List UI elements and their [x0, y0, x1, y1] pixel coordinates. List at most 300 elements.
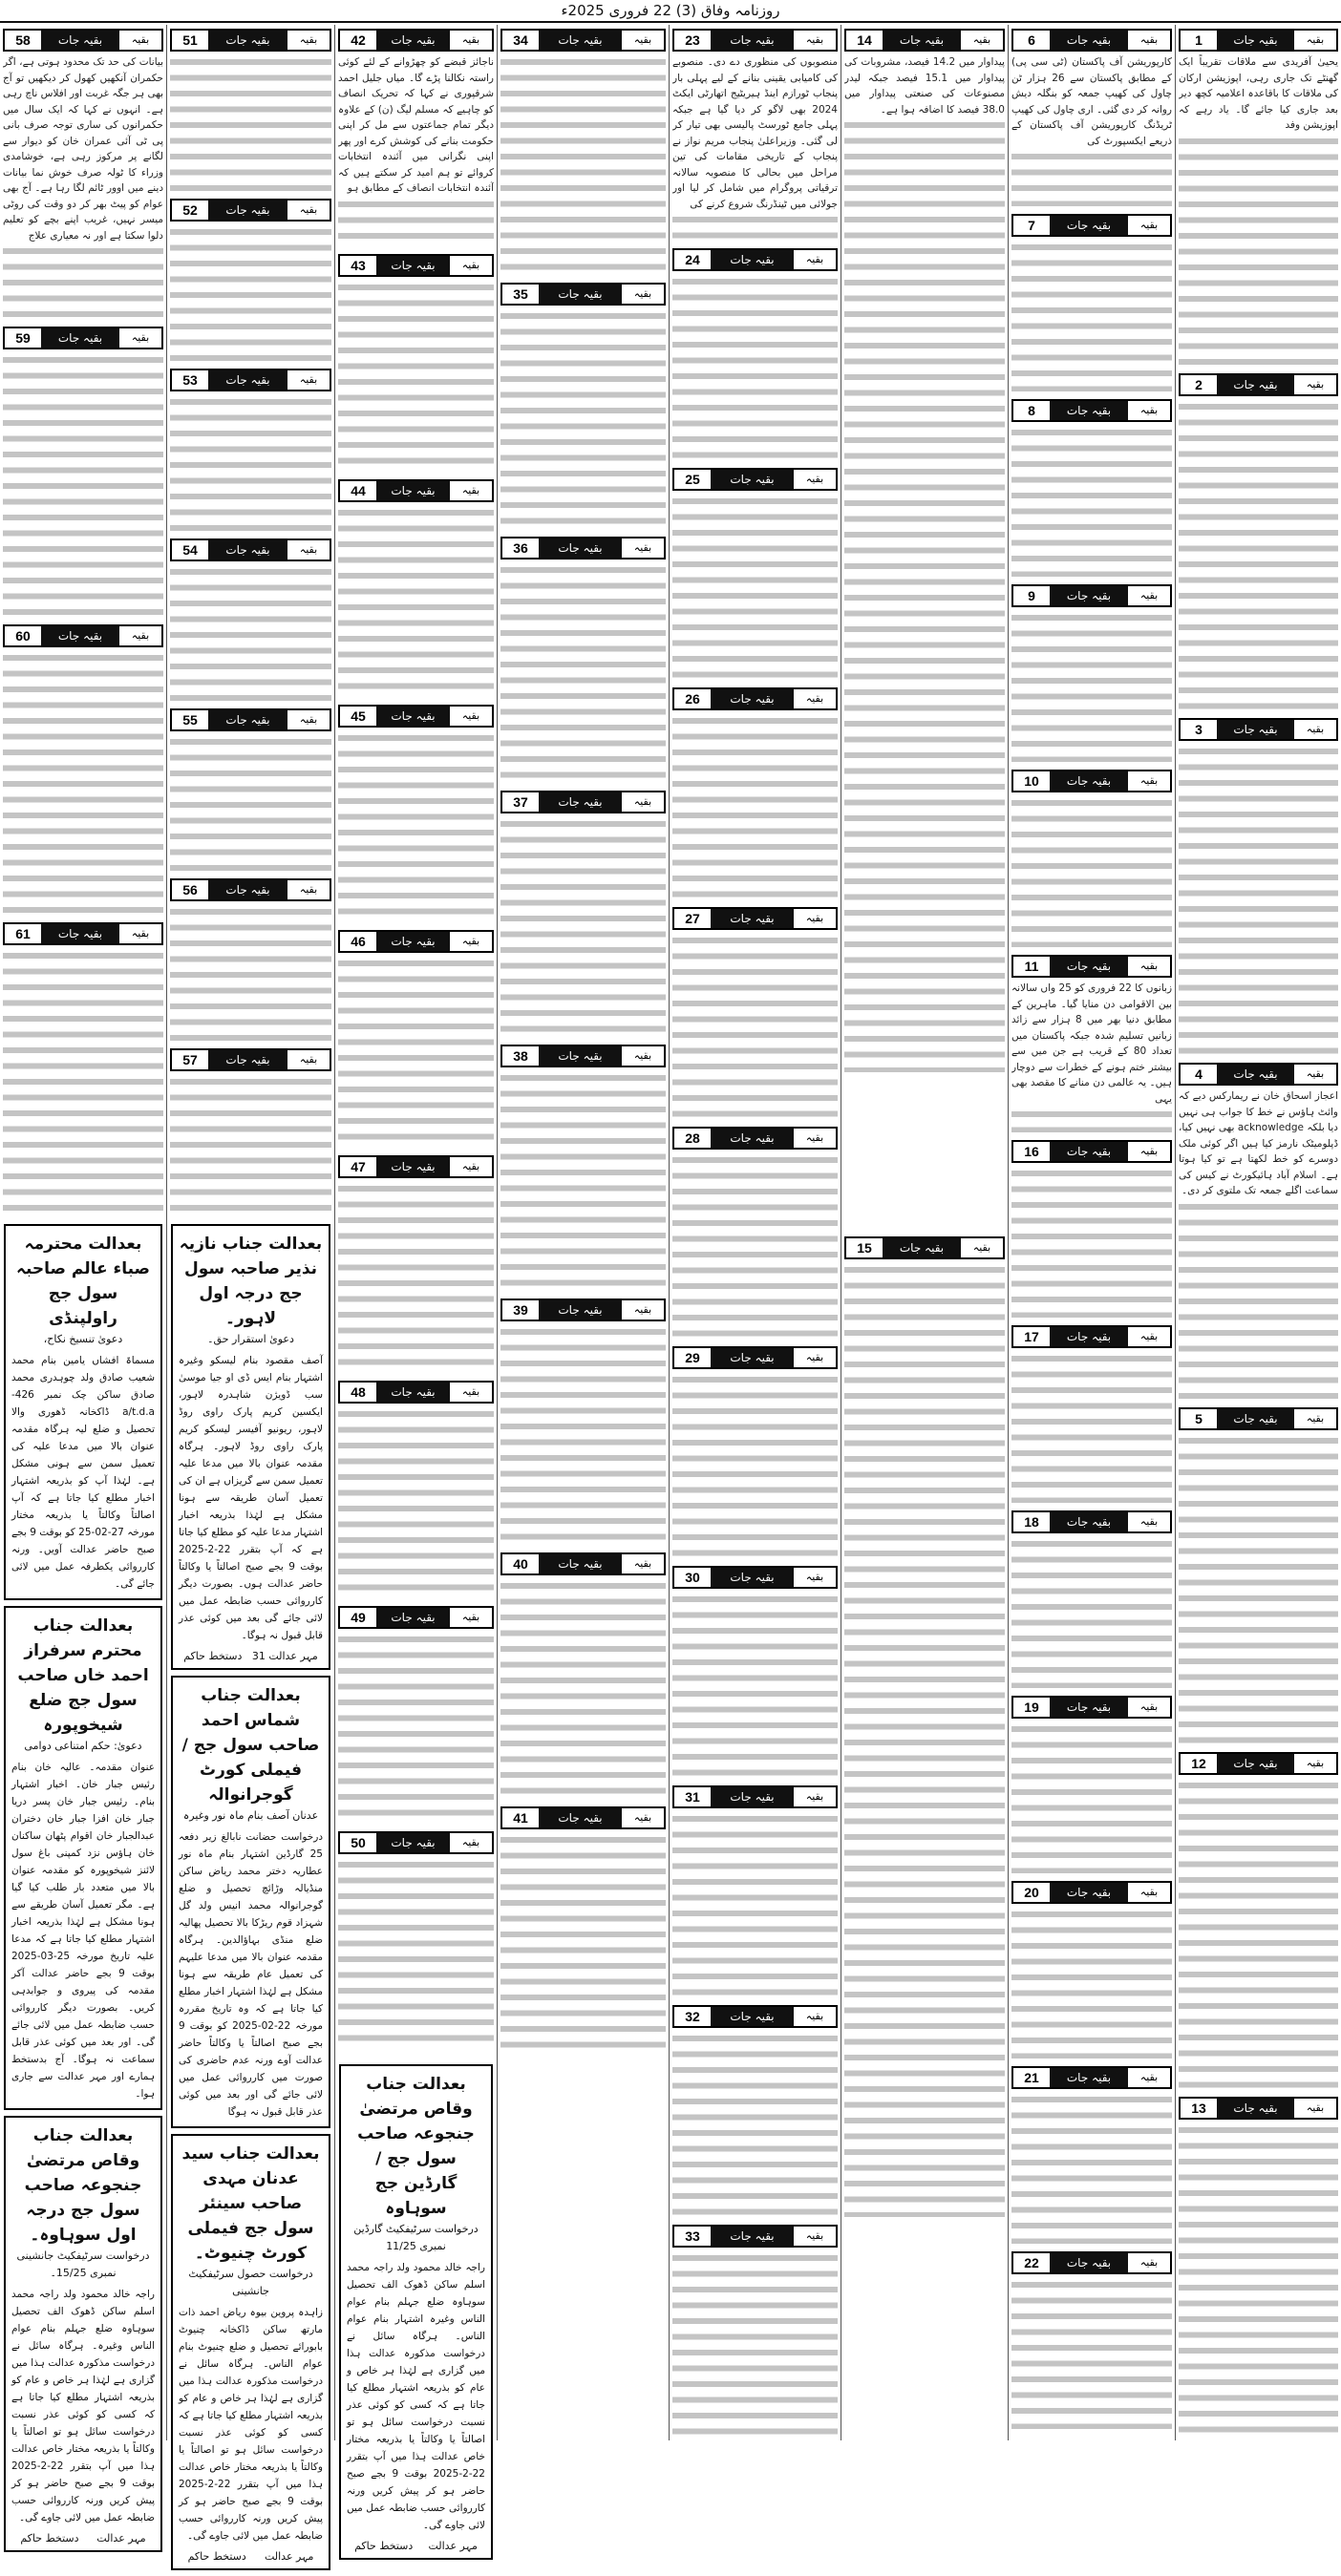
- continuation-block: [672, 1342, 838, 1558]
- continuation-block: [3, 25, 163, 319]
- continuation-title: بقیہ جات: [225, 713, 270, 727]
- court-name: بعدالت جناب نازیہ نذیر صاحبہ سول جج درجہ اول لاہور۔: [179, 1235, 323, 1328]
- continuation-block: [1011, 2248, 1172, 2429]
- continuation-label: بقیہ: [119, 328, 161, 348]
- continuation-title: بقیہ جات: [57, 33, 103, 47]
- continuation-header: [672, 687, 838, 710]
- continuation-label: بقیہ: [287, 880, 330, 899]
- continuation-block: [170, 195, 331, 361]
- continuation-header: [672, 468, 838, 491]
- continuation-block: [1179, 1059, 1338, 1400]
- court-notice: [4, 1606, 162, 2110]
- continuation-label: بقیہ: [1128, 401, 1170, 420]
- continuation-number: 2: [1181, 375, 1217, 394]
- body-text-lines: [672, 212, 838, 241]
- continuation-label: بقیہ: [1128, 1512, 1170, 1531]
- body-text-lines: [1179, 1778, 1338, 2089]
- continuation-header: [500, 1806, 666, 1829]
- body-text-lines: [170, 734, 331, 871]
- continuation-label: بقیہ: [1128, 1698, 1170, 1717]
- case-title: درخواست سرٹیفکیٹ گارڈین نمبری 11/25: [353, 2223, 479, 2252]
- continuation-block: [500, 25, 666, 275]
- continuation-label: بقیہ: [622, 1808, 664, 1827]
- column-3: [841, 25, 1008, 2440]
- signature-line: دستخط حاکم: [20, 2532, 79, 2544]
- continuation-text: بیانات کی حد تک محدود ہوتی ہے، اگر حکمران آنکھیں کھول کر دیکھیں تو آج بھی ہر جگہ غربت اور افلاس ناچ رہی ہے۔ انہوں نے کہا کہ ایک سال میں حکمرانوں کی ساری توجہ صرف بانی پی ٹی آئی عمران خان کو دیوار سے لگانے پر مرکوز رہی ہے، خوشامدی وزراء کا ٹولہ صرف خوش نما بیانات دینے میں اوور ٹائم لگا رہا ہے۔ آج بھی عوام کو پیٹ بھر کر دو وقت کی روٹی میسر نہیں، غریب اپنے بچے کو تعلیم دلوا سکتا ہے اور نہ معیاری علاج: [3, 54, 163, 243]
- continuation-number: 30: [674, 1568, 711, 1587]
- continuation-number: 31: [674, 1787, 711, 1806]
- signature-line: مہر عدالت: [264, 2550, 314, 2563]
- body-text-lines: [672, 274, 838, 460]
- column-8: [0, 25, 166, 1218]
- body-text-lines: [1011, 1351, 1172, 1503]
- continuation-header: [170, 29, 331, 52]
- continuation-header: [338, 254, 494, 277]
- continuation-title: بقیہ جات: [558, 541, 603, 555]
- continuation-number: 28: [674, 1129, 711, 1148]
- continuation-title: بقیہ جات: [558, 1303, 603, 1317]
- continuation-title: بقیہ جات: [1066, 2071, 1112, 2084]
- continuation-number: 61: [5, 924, 41, 943]
- body-text-lines: [500, 1832, 666, 2053]
- continuation-block: [338, 926, 494, 1148]
- continuation-header: [3, 922, 163, 945]
- continuation-label: بقیہ: [450, 31, 492, 50]
- continuation-header: [1179, 1063, 1338, 1086]
- continuation-block: [170, 875, 331, 1041]
- continuation-text: پیداوار میں 14.2 فیصد، مشروبات کی پیداوار میں 15.1 فیصد جبکہ لیدر مصنوعات کی صنعتی پیداوار میں 38.0 فیصد کا اضافہ ہوا ہے۔: [844, 54, 1005, 117]
- continuation-header: [1011, 1696, 1172, 1719]
- body-text-lines: [338, 197, 494, 247]
- continuation-number: 47: [340, 1157, 376, 1176]
- body-text-lines: [1011, 2092, 1172, 2244]
- continuation-block: [672, 2221, 838, 2437]
- continuation-header: [338, 1831, 494, 1854]
- continuation-block: [1011, 581, 1172, 762]
- continuation-header: [672, 1346, 838, 1369]
- court-notice: [171, 1224, 330, 1670]
- continuation-number: 8: [1013, 401, 1050, 420]
- continuation-title: بقیہ جات: [1066, 1515, 1112, 1529]
- continuation-number: 25: [674, 470, 711, 489]
- continuation-label: بقیہ: [1128, 771, 1170, 791]
- signature-line: دستخط حاکم: [187, 2550, 246, 2563]
- continuation-title: بقیہ جات: [57, 331, 103, 345]
- continuation-title: بقیہ جات: [1233, 33, 1278, 47]
- continuation-header: [844, 1236, 1005, 1259]
- body-text-lines: [500, 816, 666, 1037]
- court-name: بعدالت جناب وقاص مرتضیٰ جنجوعہ صاحب سول جج درجہ اول سوہاوہ۔: [24, 2126, 142, 2245]
- continuation-number: 39: [502, 1300, 539, 1320]
- continuation-number: 13: [1181, 2099, 1217, 2118]
- body-text-lines: [3, 650, 163, 915]
- continuation-title: بقیہ جات: [558, 795, 603, 809]
- continuation-header: [1179, 29, 1338, 52]
- case-title: درخواست سرٹیفکیٹ جانشینی نمبری 15/25۔: [16, 2249, 150, 2279]
- continuation-title: بقیہ جات: [391, 484, 436, 497]
- case-title: دعویٰ تنسیخ نکاح،: [43, 1333, 123, 1345]
- continuation-title: بقیہ جات: [730, 1351, 775, 1364]
- continuation-header: [500, 791, 666, 813]
- continuation-title: بقیہ جات: [225, 203, 270, 217]
- body-text-lines: [338, 280, 494, 472]
- column-7: [167, 25, 334, 1218]
- signature-line: مہر عدالت 31: [251, 1650, 318, 1662]
- continuation-title: بقیہ جات: [1233, 723, 1278, 736]
- continuation-number: 23: [674, 31, 711, 50]
- case-title: دعویٰ: حکم امتناعی دوامی: [24, 1740, 142, 1752]
- court-notice: [171, 2134, 330, 2570]
- continuation-number: 54: [172, 540, 208, 560]
- body-text-lines: [500, 54, 666, 275]
- continuation-title: بقیہ جات: [730, 1790, 775, 1804]
- continuation-title: بقیہ جات: [558, 33, 603, 47]
- continuation-title: بقیہ جات: [1066, 219, 1112, 232]
- continuation-label: بقیہ: [287, 370, 330, 390]
- continuation-number: 40: [502, 1554, 539, 1573]
- continuation-header: [1179, 1407, 1338, 1430]
- continuation-header: [1011, 2066, 1172, 2089]
- continuation-label: بقیہ: [1128, 957, 1170, 976]
- notice-body: راجہ خالد محمود ولد راجہ محمد اسلم ساکن ڈھوک الف تحصیل سوہاوہ ضلع جہلم بنام عوام الناس وغیرہ۔ ہرگاہ سائل نے درخواست مذکورہ عدالت ہذا میں گزاری ہے لہٰذا ہر خاص و عام کو بذریعہ اشتہار مطلع کیا جاتا ہے کہ کسی کو کوئی عذر نسبت درخواست سائل ہو تو اصالتاً یا وکالتاً یا بذریعہ مختار خاص عدالت ہذا میں آپ بتقرر 22-2-2025 بوقت 9 بجے صبح حاضر ہو کر پیش کریں ورنہ کارروائی حسب ضابطہ عمل میں لائی جاوے گی۔: [11, 2289, 156, 2523]
- continuation-block: [170, 25, 331, 191]
- continuation-label: بقیہ: [287, 201, 330, 220]
- newspaper-page: [0, 25, 1341, 2563]
- court-name: بعدالت جناب وقاص مرتضیٰ جنجوعہ صاحب سول جج / گارڈین جج سوہاوہ: [357, 2075, 475, 2218]
- continuation-number: 22: [1013, 2253, 1050, 2272]
- continuation-label: بقیہ: [622, 1554, 664, 1573]
- continuation-number: 59: [5, 328, 41, 348]
- continuation-title: بقیہ جات: [391, 709, 436, 723]
- continuation-label: بقیہ: [794, 2007, 836, 2026]
- notices-col-mid: [167, 1218, 334, 2576]
- body-text-lines: [1011, 425, 1172, 577]
- continuation-header: [338, 29, 494, 52]
- continuation-title: بقیہ جات: [57, 629, 103, 643]
- continuation-block: [1011, 2062, 1172, 2244]
- continuation-label: بقیہ: [450, 1608, 492, 1627]
- continuation-block: [1011, 951, 1172, 1132]
- continuation-number: 44: [340, 481, 376, 500]
- body-text-lines: [1011, 1907, 1172, 2059]
- continuation-number: 10: [1013, 771, 1050, 791]
- continuation-block: [1179, 25, 1338, 366]
- continuation-label: بقیہ: [287, 31, 330, 50]
- continuation-block: [1179, 1748, 1338, 2089]
- continuation-label: بقیہ: [450, 1157, 492, 1176]
- continuation-block: [672, 1782, 838, 1997]
- continuation-title: بقیہ جات: [730, 1571, 775, 1584]
- continuation-label: بقیہ: [1128, 1327, 1170, 1346]
- body-text-lines: [3, 352, 163, 617]
- body-text-lines: [1011, 1166, 1172, 1318]
- continuation-number: 33: [674, 2227, 711, 2246]
- continuation-label: بقیہ: [794, 909, 836, 928]
- body-text-lines: [500, 1324, 666, 1545]
- continuation-header: [338, 1155, 494, 1178]
- continuation-block: [672, 464, 838, 680]
- continuation-title: بقیہ جات: [1233, 1067, 1278, 1081]
- continuation-title: بقیہ جات: [730, 692, 775, 706]
- body-text-lines: [1011, 1107, 1172, 1132]
- continuation-header: [1011, 1325, 1172, 1348]
- continuation-block: [844, 1233, 1005, 2437]
- continuation-block: [672, 244, 838, 460]
- continuation-header: [1011, 584, 1172, 607]
- continuation-number: 26: [674, 689, 711, 708]
- continuation-title: بقیہ جات: [1066, 1330, 1112, 1343]
- body-text-lines: [170, 54, 331, 191]
- continuation-number: 24: [674, 250, 711, 269]
- continuation-label: بقیہ: [450, 1833, 492, 1852]
- continuation-header: [1011, 1140, 1172, 1163]
- continuation-text: منصوبوں کی منظوری دے دی۔ منصوبے کی کامیابی یقینی بنانے کے لیے پہلی بار پنجاب ٹورازم اینڈ ہیریٹیج اتھارٹی ایکٹ 2024 بھی لاگو کر دیا گیا ہے جبکہ پہلی جامع ٹورسٹ پالیسی بھی تیار کر لی گئی۔ وزیراعلیٰ پنجاب مریم نواز نے پنجاب کے تاریخی مقامات کی تین مراحل میں بحالی کا منصوبہ سالانہ ترقیاتی پروگرام میں شامل کر لیا اور جولائی میں ٹینڈرنگ شروع کرنے کی: [672, 54, 838, 212]
- case-title: عدنان آصف بنام ماہ نور وغیرہ: [182, 1809, 319, 1822]
- continuation-block: [500, 279, 666, 529]
- notices-col-right: [335, 2059, 497, 2565]
- body-text-lines: [170, 564, 331, 701]
- continuation-title: بقیہ جات: [558, 1811, 603, 1825]
- continuation-number: 6: [1013, 31, 1050, 50]
- continuation-title: بقیہ جات: [225, 373, 270, 387]
- continuation-header: [170, 199, 331, 222]
- continuation-number: 34: [502, 31, 539, 50]
- continuation-title: بقیہ جات: [730, 1131, 775, 1145]
- continuation-header: [338, 479, 494, 502]
- continuation-label: بقیہ: [450, 707, 492, 726]
- continuation-block: [170, 365, 331, 531]
- continuation-label: بقیہ: [1294, 2099, 1336, 2118]
- court-notice: [4, 2116, 162, 2552]
- body-text-lines: [500, 1070, 666, 1291]
- body-text-lines: [1011, 795, 1172, 947]
- continuation-title: بقیہ جات: [1233, 1412, 1278, 1425]
- body-text-lines: [1011, 1721, 1172, 1873]
- body-text-lines: [338, 1857, 494, 2049]
- continuation-number: 50: [340, 1833, 376, 1852]
- court-location: سول جج راولپنڈی: [48, 1284, 118, 1328]
- case-title: دعویٰ استقرار حق۔: [207, 1333, 294, 1345]
- continuation-number: 29: [674, 1348, 711, 1367]
- continuation-label: بقیہ: [450, 932, 492, 951]
- continuation-block: [1011, 1692, 1172, 1873]
- notice-signature: [179, 2550, 323, 2563]
- notice-body: عنوان مقدمہ۔ عالیہ خان بنام رئیس جبار خان۔ اخبار اشتہار بنام۔ رئیس جبار خان پسر دریا جبار خان افزا جبار خان دختران عبدالجبار خان اقوام پٹھان ساکنان خان ہاؤس نزد کمپنی باغ سول لائنز شیخوپورہ کو مقدمہ عنوان بالا میں متعدد بار طلب کیا گیا ہے۔ مگر تعمیل آسان طریقے سے ہونا مشکل ہے لہٰذا بذریعہ اخبار اشتہار مطلع کیا جاتا ہے کہ مدعا علیہ تاریخ مورخہ 25-03-2025 بوقت 9 بجے حاضر عدالت آکر مقدمہ کی پیروی و جوابدہی کریں۔ بصورت دیگر کارروائی حسب ضابطہ عمل میں لائی جائے گی۔ اور بعد میں کوئی عذر قابل سماعت نہ ہوگا۔ آج بدستخط ہمارے اور مہر عدالت سے جاری ہوا۔: [11, 1762, 155, 2100]
- continuation-header: [672, 1566, 838, 1589]
- continuation-number: 17: [1013, 1327, 1050, 1346]
- continuation-label: بقیہ: [794, 1348, 836, 1367]
- column-2: [1009, 25, 1175, 2440]
- body-text-lines: [1179, 1433, 1338, 1744]
- continuation-title: بقیہ جات: [1066, 589, 1112, 602]
- case-title: درخواست حصول سرٹیفکیٹ جانشینی: [188, 2268, 313, 2297]
- continuation-label: بقیہ: [450, 256, 492, 275]
- continuation-number: 43: [340, 256, 376, 275]
- continuation-block: [1011, 766, 1172, 947]
- continuation-text: ناجائز قبضے کو چھڑوانے کے لئے کوئی راستہ نکالنا پڑے گا۔ میاں جلیل احمد شرقپوری نے کہا کہ تحریک انصاف کو چاہیے کہ مسلم لیگ (ن) کے علاوہ دیگر تمام جماعتوں سے مل کر اپنی حکومت بنانے کی کوشش کرے اور پھر اپنی نگرانی میں آئندہ انتخابات کروائے تو ہم امید کر سکتے ہیں کہ آئندہ انتخابات انصاف کے مطابق ہو: [338, 54, 494, 197]
- continuation-number: 27: [674, 909, 711, 928]
- continuation-title: بقیہ جات: [1066, 1145, 1112, 1158]
- body-text-lines: [338, 505, 494, 697]
- continuation-number: 58: [5, 31, 41, 50]
- continuation-number: 49: [340, 1608, 376, 1627]
- continuation-title: بقیہ جات: [1066, 774, 1112, 788]
- body-text-lines: [672, 933, 838, 1119]
- notice-body: زاہدہ پروین بیوہ ریاض احمد ذات مارتھ ساکن ڈاکخانہ چنیوٹ بابورائے تحصیل و ضلع چنیوٹ بنام عوام الناس۔ ہرگاہ سائل نے درخواست مذکورہ عدالت ہذا میں گزاری ہے لہٰذا ہر خاص و عام کو بذریعہ اشتہار مطلع کیا جاتا ہے کہ کسی کو کوئی عذر نسبت درخواست سائل ہو تو اصالتاً یا وکالتاً یا بذریعہ مختار خاص عدالت ہذا میں آپ بتقرر 22-2-2025 بوقت 9 بجے صبح حاضر ہو کر پیش کریں ورنہ کارروائی حسب ضابطہ عمل میں لائی جاوے گی۔: [179, 2307, 323, 2542]
- continuation-label: بقیہ: [794, 1568, 836, 1587]
- continuation-header: [3, 624, 163, 647]
- continuation-title: بقیہ جات: [391, 259, 436, 272]
- continuation-title: بقیہ جات: [730, 253, 775, 266]
- continuation-title: بقیہ جات: [730, 912, 775, 925]
- continuation-number: 38: [502, 1046, 539, 1066]
- continuation-header: [170, 1048, 331, 1071]
- continuation-title: بقیہ جات: [225, 543, 270, 557]
- notice-body: مسماۃ افشاں یامین بنام محمد شعیب صادق ولد چوہدری محمد صادق ساکن چک نمبر 426-a/t.d.a ڈاکخانہ ڈھوری والا تحصیل و ضلع لیہ ہرگاہ مقدمہ عنوان بالا میں مدعا علیہ کی تعمیل سمن سے ہونی مشکل ہے۔ لہٰذا آپ کو بذریعہ اشتہار اخبار مطلع کیا جاتا ہے کہ آپ اصالتاً وکالتاً یا بذریعہ مختار مورخہ 27-02-25 کو بوقت 9 بجے صبح حاضر عدالت آویں۔ ورنہ کارروائی یکطرفہ عمل میں لائی جائے گی۔: [11, 1355, 155, 1590]
- body-text-lines: [1011, 610, 1172, 762]
- continuation-title: بقیہ جات: [899, 33, 945, 47]
- continuation-title: بقیہ جات: [1066, 2256, 1112, 2270]
- continuation-title: بقیہ جات: [391, 1611, 436, 1624]
- continuation-label: بقیہ: [622, 538, 664, 558]
- body-text-lines: [1011, 240, 1172, 391]
- continuation-header: [170, 369, 331, 391]
- continuation-label: بقیہ: [287, 540, 330, 560]
- continuation-label: بقیہ: [794, 689, 836, 708]
- continuation-header: [1011, 955, 1172, 978]
- continuation-header: [1011, 770, 1172, 792]
- body-text-lines: [338, 730, 494, 922]
- continuation-label: بقیہ: [622, 285, 664, 304]
- continuation-title: بقیہ جات: [730, 2229, 775, 2243]
- continuation-block: [1011, 1877, 1172, 2059]
- continuation-number: 18: [1013, 1512, 1050, 1531]
- continuation-label: بقیہ: [450, 481, 492, 500]
- continuation-block: [170, 1045, 331, 1211]
- continuation-label: بقیہ: [794, 250, 836, 269]
- continuation-header: [3, 327, 163, 349]
- continuation-block: [500, 1295, 666, 1545]
- continuation-number: 5: [1181, 1409, 1217, 1428]
- continuation-title: بقیہ جات: [391, 1385, 436, 1399]
- continuation-title: بقیہ جات: [730, 33, 775, 47]
- continuation-number: 48: [340, 1383, 376, 1402]
- continuation-block: [338, 250, 494, 472]
- continuation-label: بقیہ: [794, 470, 836, 489]
- continuation-title: بقیہ جات: [391, 33, 436, 47]
- continuation-label: بقیہ: [119, 31, 161, 50]
- continuation-header: [500, 283, 666, 306]
- continuation-number: 60: [5, 626, 41, 645]
- continuation-number: 3: [1181, 720, 1217, 739]
- body-text-lines: [672, 1592, 838, 1778]
- court-notice: [339, 2064, 493, 2560]
- continuation-header: [170, 878, 331, 901]
- body-text-lines: [170, 904, 331, 1041]
- continuation-label: بقیہ: [961, 31, 1003, 50]
- continuation-number: 37: [502, 792, 539, 812]
- continuation-header: [672, 907, 838, 930]
- notice-body: درخواست حضانت نابالغ زیر دفعہ 25 گارڈین اشتہار بنام ماہ نور عطاریہ دختر محمد ریاض ساکن منڈیالہ وڑائچ تحصیل و ضلع گوجرانوالہ محمد انیس ولد گل شہزاد قوم ریڑکا بالا تحصیل پھالیہ ضلع منڈی بہاؤالدین۔ ہرگاہ مقدمہ عنوان بالا میں مدعا علیہم کی تعمیل عام طریقہ سے ہونا مشکل ہے لہٰذا اشتہار اخبار مطلع کیا جاتا ہے کہ وہ تاریخ مقررہ مورخہ 22-02-2025 کو بوقت 9 بجے صبح اصالتاً یا وکالتاً حاضر عدالت آوے ورنہ عدم حاضری کی صورت میں کارروائی عمل میں لائی جائے گی اور بعد میں کوئی عذر قابل قبول نہ ہوگا: [179, 1831, 323, 2118]
- continuation-block: [500, 1041, 666, 1291]
- body-text-lines: [1179, 744, 1338, 1055]
- continuation-block: [1011, 395, 1172, 577]
- signature-line: دستخط حاکم: [354, 2540, 414, 2552]
- continuation-number: 55: [172, 710, 208, 729]
- body-text-lines: [170, 224, 331, 361]
- continuation-label: بقیہ: [1128, 216, 1170, 235]
- continuation-header: [170, 708, 331, 731]
- continuation-title: بقیہ جات: [391, 935, 436, 948]
- continuation-header: [1011, 29, 1172, 52]
- continuation-label: بقیہ: [794, 2227, 836, 2246]
- continuation-number: 51: [172, 31, 208, 50]
- continuation-block: [338, 1151, 494, 1373]
- continuation-label: بقیہ: [1128, 1883, 1170, 1902]
- continuation-header: [170, 538, 331, 561]
- continuation-title: بقیہ جات: [1066, 404, 1112, 417]
- continuation-number: 35: [502, 285, 539, 304]
- continuation-header: [1011, 2251, 1172, 2274]
- notices-col-left: [0, 1218, 166, 2558]
- continuation-block: [1011, 1507, 1172, 1688]
- continuation-number: 19: [1013, 1698, 1050, 1717]
- continuation-number: 46: [340, 932, 376, 951]
- continuation-label: بقیہ: [1294, 720, 1336, 739]
- court-notice: [4, 1224, 162, 1600]
- continuation-label: بقیہ: [119, 626, 161, 645]
- continuation-header: [1179, 373, 1338, 396]
- continuation-header: [844, 29, 1005, 52]
- continuation-block: [672, 903, 838, 1119]
- continuation-number: 21: [1013, 2068, 1050, 2087]
- continuation-header: [500, 1299, 666, 1321]
- continuation-label: بقیہ: [1128, 1142, 1170, 1161]
- continuation-header: [338, 705, 494, 728]
- continuation-label: بقیہ: [287, 710, 330, 729]
- continuation-title: بقیہ جات: [1066, 1886, 1112, 1899]
- continuation-label: بقیہ: [1128, 2253, 1170, 2272]
- body-text-lines: [844, 117, 1005, 1072]
- continuation-number: 36: [502, 538, 539, 558]
- masthead: روزنامہ وفاق (3) 22 فروری 2025ء: [0, 0, 1341, 23]
- notice-body: راجہ خالد محمود ولد راجہ محمد اسلم ساکن ڈھوک الف تحصیل سوہاوہ ضلع جہلم بنام عوام الناس وغیرہ اشتہار بنام عوام الناس۔ ہرگاہ سائل نے درخواست مذکورہ عدالت ہذا میں گزاری ہے لہٰذا ہر خاص و عام کو بذریعہ اشتہار مطلع کیا جاتا ہے کہ کسی کو کوئی عذر نسبت درخواست سائل ہو تو اصالتاً یا وکالتاً یا بذریعہ مختار خاص عدالت ہذا میں آپ بتقرر 22-2-2025 بوقت 9 بجے صبح حاضر ہو کر پیش کریں ورنہ کارروائی حسب ضابطہ عمل میں لائی جاوے گی۔: [347, 2262, 485, 2531]
- body-text-lines: [844, 1262, 1005, 2217]
- continuation-label: بقیہ: [1128, 586, 1170, 605]
- continuation-text: یحییٰ آفریدی سے ملاقات تقریباً ایک گھنٹے تک جاری رہی، اپوزیشن ارکان کی ملاقات کا باقاعدہ اعلامیہ کچھ دیر بعد جاری کیا جائے گا۔ یاد رہے کہ اپوزیشن وفد: [1179, 54, 1338, 134]
- body-text-lines: [672, 1152, 838, 1339]
- continuation-number: 16: [1013, 1142, 1050, 1161]
- continuation-title: بقیہ جات: [225, 883, 270, 897]
- continuation-block: [1179, 1404, 1338, 1744]
- continuation-title: بقیہ جات: [730, 473, 775, 486]
- notice-signature: [179, 1650, 323, 1662]
- continuation-block: [672, 1123, 838, 1339]
- continuation-label: بقیہ: [1294, 1754, 1336, 1773]
- continuation-header: [672, 2005, 838, 2028]
- continuation-label: بقیہ: [794, 1129, 836, 1148]
- continuation-number: 41: [502, 1808, 539, 1827]
- column-5: [498, 25, 669, 2059]
- continuation-number: 53: [172, 370, 208, 390]
- continuation-label: بقیہ: [287, 1050, 330, 1069]
- continuation-header: [672, 2225, 838, 2248]
- continuation-block: [672, 1562, 838, 1778]
- continuation-block: [672, 25, 838, 241]
- continuation-number: 42: [340, 31, 376, 50]
- continuation-block: [1011, 1136, 1172, 1318]
- continuation-title: بقیہ جات: [899, 1241, 945, 1255]
